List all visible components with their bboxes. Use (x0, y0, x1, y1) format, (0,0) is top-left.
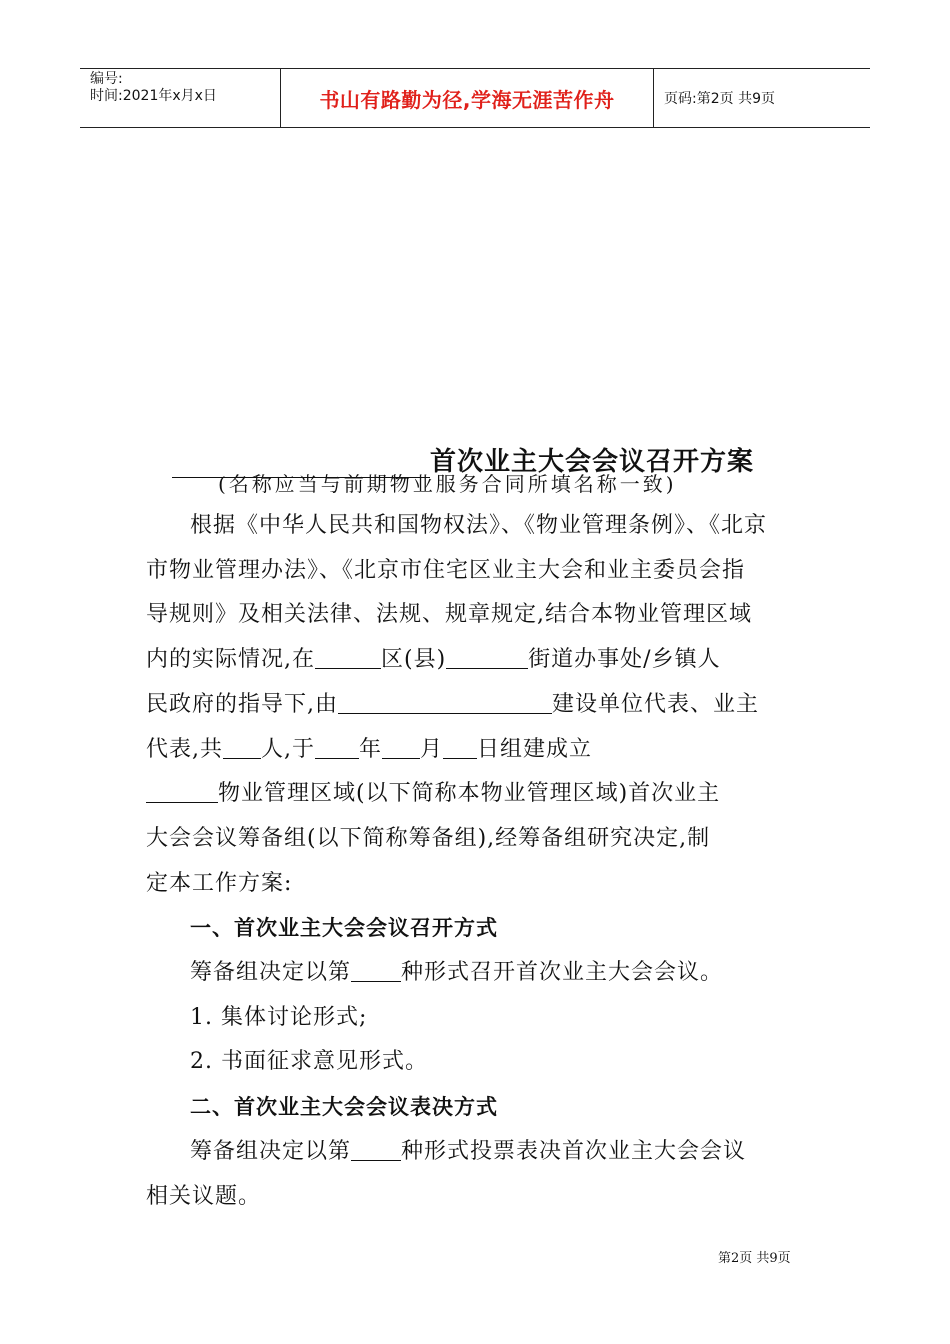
list-item: 1. 集体讨论形式; (190, 1004, 368, 1030)
intro-line (146, 638, 808, 683)
intro-text: 年 (359, 736, 383, 762)
section2-text-b: 种形式投票表决首次业主大会会议 (401, 1138, 747, 1164)
intro-text: 民政府的指导下,由 (146, 691, 338, 717)
district-blank (315, 642, 381, 669)
intro-text: 建设单位代表、业主 (552, 691, 760, 717)
intro-line: 大会会议筹备组(以下简称筹备组),经筹备组研究决定,制 (146, 825, 711, 851)
developer-blank (338, 687, 552, 714)
page-header (80, 68, 870, 128)
intro-line: 定本工作方案: (146, 870, 293, 896)
month-blank (382, 732, 420, 759)
intro-text: 街道办事处/乡镇人 (528, 647, 721, 673)
section1-text (146, 951, 808, 996)
page-footer: 第2页 共9页 (718, 1251, 791, 1266)
section1-text-a: 筹备组决定以第 (190, 960, 352, 986)
list-item: 2. 书面征求意见形式。 (190, 1049, 428, 1075)
intro-text: 物业管理区域(以下简称本物业管理区域)首次业主 (218, 781, 721, 807)
intro-text: 日组建成立 (477, 736, 593, 762)
intro-line (146, 772, 808, 817)
intro-text: 人,于 (261, 736, 315, 762)
intro-line: 导规则》及相关法律、法规、规章规定,结合本物业管理区域 (146, 602, 752, 628)
header-number: 编号: (90, 71, 123, 87)
intro-text: 内的实际情况,在 (146, 647, 315, 673)
document-title: 首次业主大会会议召开方案 (430, 447, 755, 477)
vote-form-blank (351, 1134, 401, 1161)
intro-line (146, 683, 808, 728)
header-motto: 书山有路勤为径,学海无涯苦作舟 (281, 69, 654, 127)
intro-line: 市物业管理办法》、《北京市住宅区业主大会和业主委员会指 (146, 557, 746, 583)
intro-text: 代表,共 (146, 736, 223, 762)
section-heading-1: 一、首次业主大会会议召开方式 (190, 916, 498, 941)
section2-text-a: 筹备组决定以第 (190, 1138, 352, 1164)
intro-text: 月 (420, 736, 444, 762)
street-blank (446, 642, 528, 669)
area-blank (146, 776, 218, 803)
intro-text: 区(县) (381, 647, 447, 673)
header-page-info: 页码:第2页 共9页 (664, 91, 775, 107)
intro-line: 根据《中华人民共和国物权法》、《物业管理条例》、《北京 (190, 513, 768, 538)
section2-text (146, 1130, 808, 1175)
header-meta (80, 69, 281, 127)
section-heading-2: 二、首次业主大会会议表决方式 (190, 1095, 498, 1120)
section1-text-b: 种形式召开首次业主大会会议。 (401, 960, 724, 986)
document-body (146, 504, 808, 1219)
year-blank (315, 732, 359, 759)
people-count-blank (223, 732, 261, 759)
form-number-blank (351, 955, 401, 982)
header-time: 时间:2021年x月x日 (90, 88, 217, 104)
day-blank (443, 732, 477, 759)
document-subtitle: (名称应当与前期物业服务合同所填名称一致) (218, 472, 677, 496)
intro-line (146, 728, 808, 773)
section2-text-cont: 相关议题。 (146, 1183, 262, 1209)
